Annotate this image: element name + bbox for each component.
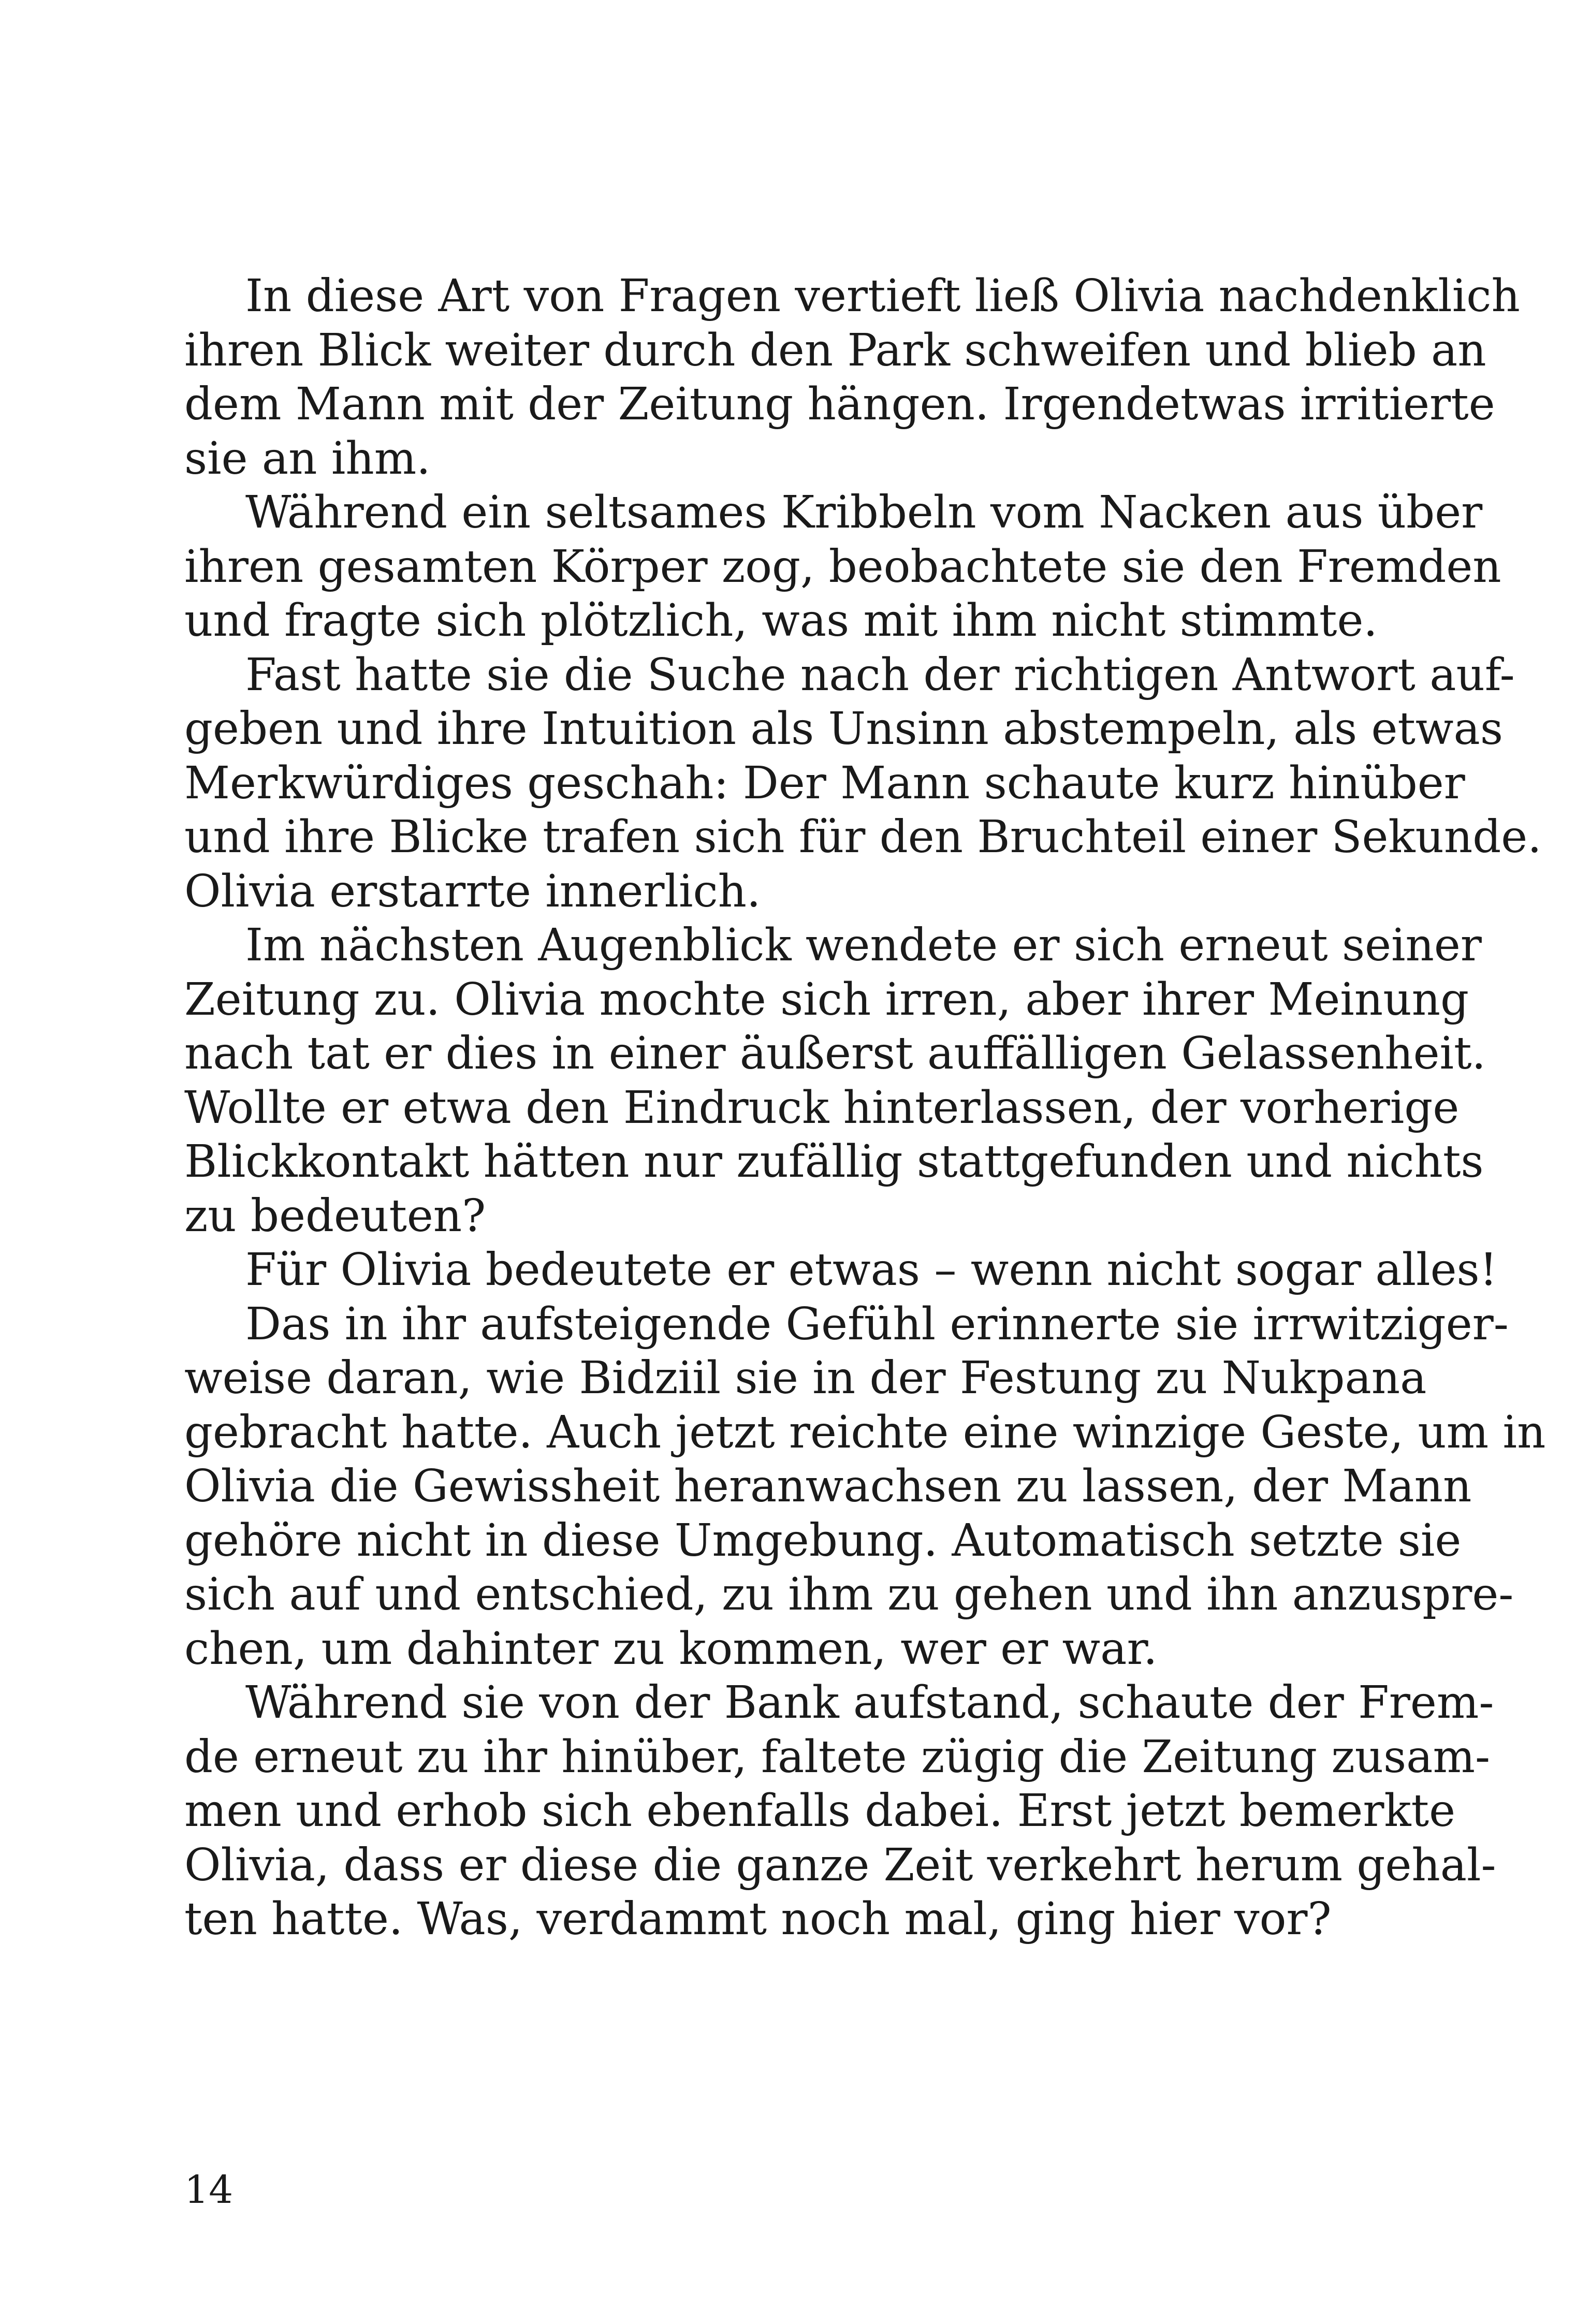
text-line: nach tat er dies in einer äußerst auffälligen Gelassenheit.	[184, 1028, 1486, 1079]
text-line: Im nächsten Augenblick wendete er sich erneut seiner	[245, 919, 1482, 971]
paragraph	[184, 648, 1542, 919]
text-line: Das in ihr aufsteigende Gefühl erinnerte sie irrwitziger-	[245, 1298, 1509, 1350]
text-line: zu bedeuten?	[184, 1190, 486, 1242]
text-line: ihren Blick weiter durch den Park schweifen und blieb an	[184, 324, 1486, 376]
paragraph	[184, 486, 1501, 648]
text-line: und fragte sich plötzlich, was mit ihm nicht stimmte.	[184, 595, 1378, 647]
text-line: chen, um dahinter zu kommen, wer er war.	[184, 1623, 1158, 1675]
paragraph	[184, 1243, 1498, 1297]
text-line: Während ein seltsames Kribbeln vom Nacken aus über	[245, 487, 1483, 538]
paragraph	[184, 1676, 1496, 1947]
text-line: Fast hatte sie die Suche nach der richtigen Antwort auf-	[245, 649, 1515, 701]
text-line: gebracht hatte. Auch jetzt reichte eine winzige Geste, um in	[184, 1406, 1546, 1458]
text-line: weise daran, wie Bidziil sie in der Festung zu Nukpana	[184, 1352, 1427, 1404]
paragraph	[184, 918, 1486, 1243]
text-line: Während sie von der Bank aufstand, schaute der Frem-	[245, 1677, 1494, 1729]
text-line: sie an ihm.	[184, 432, 431, 485]
text-line: sich auf und entschied, zu ihm zu gehen und ihn anzuspre-	[184, 1569, 1514, 1620]
text-line: Zeitung zu. Olivia mochte sich irren, aber ihrer Meinung	[184, 973, 1469, 1026]
page-number: 14	[184, 2168, 234, 2212]
paragraph	[184, 269, 1520, 486]
text-line: dem Mann mit der Zeitung hängen. Irgendetwas irritierte	[184, 378, 1495, 430]
body-text	[184, 269, 1546, 1947]
text-line: In diese Art von Fragen vertieft ließ Olivia nachdenklich	[245, 270, 1520, 322]
text-line: Für Olivia bedeutete er etwas – wenn nicht sogar alles!	[245, 1244, 1498, 1296]
text-line: Olivia die Gewissheit heranwachsen zu lassen, der Mann	[184, 1460, 1472, 1512]
text-line: und ihre Blicke trafen sich für den Bruchteil einer Sekunde.	[184, 811, 1542, 863]
text-line: Wollte er etwa den Eindruck hinterlassen, der vorherige	[184, 1081, 1460, 1134]
text-line: ten hatte. Was, verdammt noch mal, ging hier vor?	[184, 1893, 1332, 1945]
text-line: de erneut zu ihr hinüber, faltete zügig die Zeitung zusam-	[184, 1731, 1491, 1783]
text-line: Merkwürdiges geschah: Der Mann schaute kurz hinüber	[184, 757, 1465, 809]
paragraph	[184, 1297, 1546, 1676]
text-line: Olivia erstarrte innerlich.	[184, 865, 761, 917]
text-line: men und erhob sich ebenfalls dabei. Erst jetzt bemerkte	[184, 1785, 1455, 1837]
text-line: geben und ihre Intuition als Unsinn abstempeln, als etwas	[184, 703, 1503, 755]
text-line: Blickkontakt hätten nur zufällig stattgefunden und nichts	[184, 1136, 1484, 1188]
text-line: ihren gesamten Körper zog, beobachtete sie den Fremden	[184, 540, 1501, 593]
text-line: Olivia, dass er diese die ganze Zeit verkehrt herum gehal-	[184, 1839, 1496, 1891]
text-line: gehöre nicht in diese Umgebung. Automatisch setzte sie	[184, 1514, 1462, 1567]
